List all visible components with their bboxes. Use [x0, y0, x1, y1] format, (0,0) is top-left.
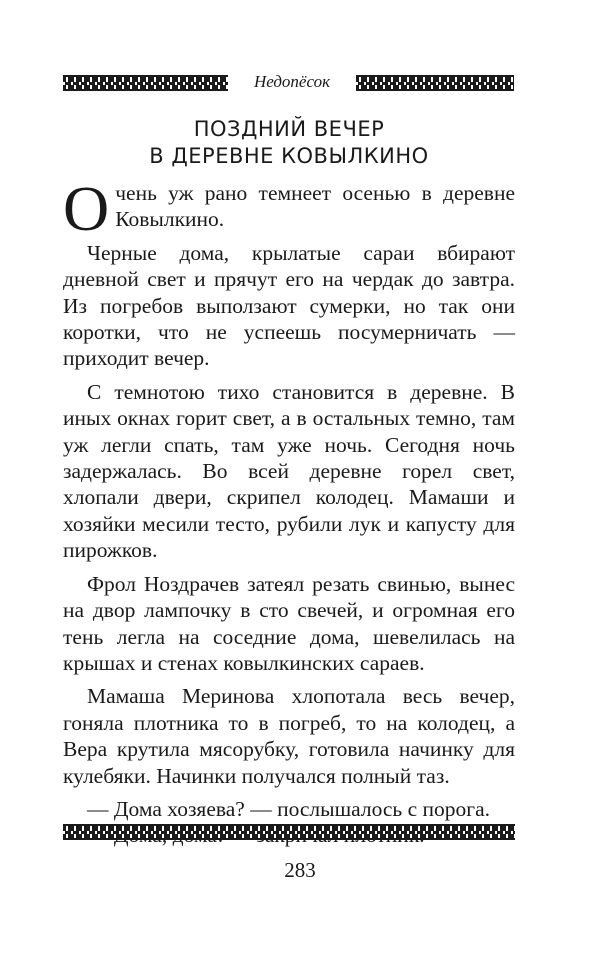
paragraph-1-text: чень уж рано темнеет осенью в деревне Ковылкино. [115, 181, 515, 232]
footer-ornament [63, 824, 515, 840]
paragraph-2: Черные дома, крылатые сараи вбирают дневной свет и прячут его на чердак до завтра. Из погребов выползают сумерки, но так они коротки, что не успеешь посумерничать — приходит вечер. [63, 240, 515, 371]
paragraph-4: Фрол Ноздрачев затеял резать свинью, вынес на двор лампочку в сто свечей, и огромная его тень легла на соседние дома, шевелилась на крышах и стенах ковылкинских сараев. [63, 571, 515, 675]
chapter-title-line-2: В ДЕРЕВНЕ КОВЫЛКИНО [149, 144, 429, 168]
running-title: Недопёсок [253, 72, 331, 91]
header-ornament-right [356, 75, 514, 91]
paragraph-3: С темнотою тихо становится в деревне. В иных окнах горит свет, а в остальных темно, там уж легли спать, там уже ночь. Сегодня ночь задержалась. Во всей деревне горел свет, хлопали двери, скрипел колодец. Мамаши и хозяйки месили тесто, рубили лук и капусту для пирожков. [63, 379, 515, 563]
chapter-title-line-1: ПОЗДНИЙ ВЕЧЕР [193, 117, 385, 141]
drop-cap: О [63, 173, 110, 244]
paragraph-1 [63, 173, 515, 244]
header-ornament-left [63, 75, 228, 91]
body-text [63, 173, 515, 849]
paragraph-5: Мамаша Меринова хлопотала весь вечер, гоняла плотника то в погреб, то на колодец, а Вера крутила мясорубку, готовила начинку для кулебяки. Начинки получался полный таз. [63, 684, 515, 788]
dialog-line-1: — Дома хозяева? — послышалось с порога. [87, 796, 491, 821]
page-number: 283 [284, 858, 316, 882]
chapter-title [63, 116, 515, 170]
